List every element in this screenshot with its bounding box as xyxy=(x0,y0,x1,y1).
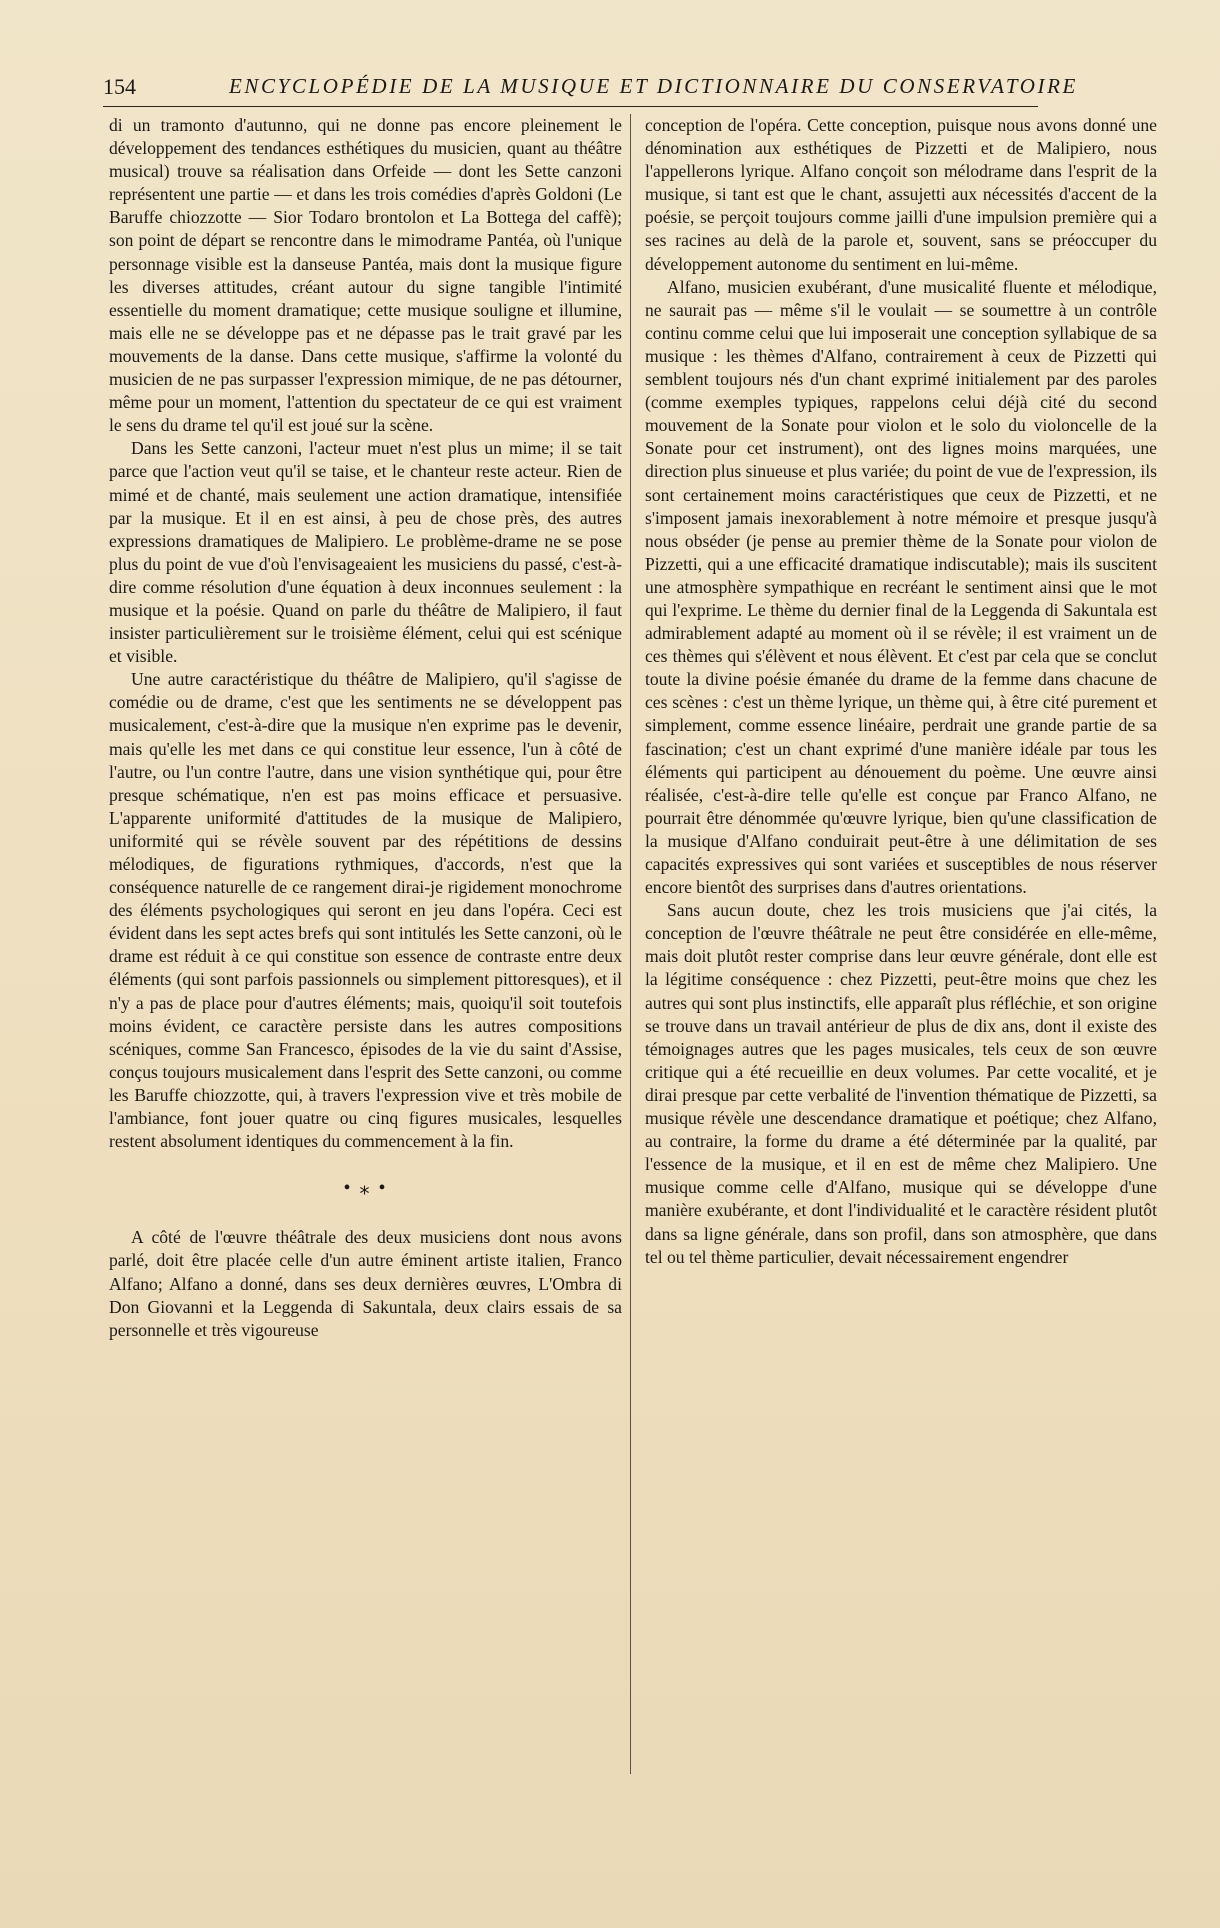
page-number: 154 xyxy=(103,74,136,99)
running-head: ENCYCLOPÉDIE DE LA MUSIQUE ET DICTIONNAIRE DU CONSERVATOIRE xyxy=(229,74,1078,98)
left-paragraph-3: Une autre caractéristique du théâtre de Malipiero, qu'il s'agisse de comédie ou de drame, c'est que les sentiments ne se développent pas musicalement, c'est-à-dire que la musique n'en exprime pas le devenir, mais qu'elle les met dans ce qui constitue leur essence, l'un à côté de l'autre, ou l'un contre l'autre, dans une vision synthétique qui, pour être presque schématique, n'en est pas moins efficace et persuasive. L'apparente uniformité d'attitudes de la musique de Malipiero, uniformité qui se révèle souvent par des répétitions de dessins mélodiques, de figurations rythmiques, d'accords, n'est que la conséquence naturelle de ce rangement dirai-je rigidement monochrome des éléments psychologiques qui seront en jeu dans l'opéra. Ceci est évident dans les sept actes brefs qui sont intitulés les Sette canzoni, où le drame est réduit à ce qui constitue son essence de contraste entre deux éléments (qui sont parfois passionnels ou simplement pittoresques), et il n'y a pas de place pour d'autres éléments; mais, quoiqu'il soit toutefois moins évident, ce caractère persiste dans les autres compositions scéniques, comme San Francesco, épisodes de la vie du saint d'Assise, conçus toujours musicalement dans l'esprit des Sette canzoni, ou comme les Baruffe chiozzotte, qui, à travers l'expression vive et très mobile de l'ambiance, font jouer quatre ou cinq figures musicales, lesquelles restent absolument identiques du commencement à la fin. xyxy=(109,669,622,1152)
page-header xyxy=(103,72,1078,107)
right-column xyxy=(645,114,1157,1269)
left-paragraph-4: A côté de l'œuvre théâtrale des deux musiciens dont nous avons parlé, doit être placée celle d'un autre éminent artiste italien, Franco Alfano; Alfano a donné, dans ses deux dernières œuvres, L'Ombra di Don Giovanni et la Leggenda di Sakuntala, deux clairs essais de sa personnelle et très vigoureuse xyxy=(109,1227,622,1340)
section-ornament: • ⁎ • xyxy=(343,1177,388,1200)
left-column xyxy=(109,114,622,1342)
column-divider xyxy=(630,114,631,1774)
left-paragraph-1: di un tramonto d'autunno, qui ne donne pas encore pleinement le développement des tendances esthétiques du musicien, quant au théâtre musical) trouve sa réalisation dans Orfeide — dont les Sette canzoni représentent une partie — et dans les trois comédies d'après Goldoni (Le Baruffe chiozzotte — Sior Todaro brontolon et La Bottega del caffè); son point de départ se rencontre dans le mimodrame Pantéa, où l'unique personnage visible est la danseuse Pantéa, mais dont la musique figure les diverses attitudes, créant autour du signe tangible l'intimité essentielle du moment dramatique; cette musique souligne et illumine, mais elle ne se développe pas et ne dépasse pas le trait gravé par les mouvements de la danse. Dans cette musique, s'affirme la volonté du musicien de ne pas surpasser l'expression mimique, de ne pas détourner, même pour un moment, l'attention du spectateur de ce qui est vraiment le sens du drame tel qu'il est joué sur la scène. xyxy=(109,115,622,436)
right-paragraph-2: Alfano, musicien exubérant, d'une musicalité fluente et mélodique, ne saurait pas — même s'il le voulait — se soumettre à un contrôle continu comme celui que lui imposerait une conception syllabique de sa musique : les thèmes d'Alfano, contrairement à ceux de Pizzetti qui semblent toujours nés d'un chant exprimé initialement par des paroles (comme exemples typiques, rappelons celui déjà cité du second mouvement de la Sonate pour violon et le solo du violoncelle de la Sonate pour cet instrument), ont des lignes moins marquées, une direction plus sinueuse et plus variée; du point de vue de l'expression, ils sont certainement moins caractéristiques que ceux de Pizzetti, et ne s'imposent jamais inexorablement à notre mémoire et presque jusqu'à nous obséder (je pense au premier thème de la Sonate pour violon de Pizzetti, qui a une efficacité dramatique indiscutable); mais ils suscitent une atmosphère sympathique en recréant le sentiment ainsi que le mot qui l'exprime. Le thème du dernier final de la Leggenda di Sakuntala est admirablement adapté au moment où il se révèle; il est vraiment un de ces thèmes qui s'élèvent et nous élèvent. Et c'est par cela que se conclut toute la divine poésie émanée du drame de la femme dans chacune de ces scènes : c'est un thème lyrique, un thème qui, à être cité purement et simplement, comme essence linéaire, perdrait une grande partie de sa fascination; c'est un chant exprimé d'une manière idéale par tous les éléments qui participent au dénouement du poème. Une œuvre ainsi réalisée, c'est-à-dire telle qu'elle est conçue par Franco Alfano, ne pourrait être dénommée qu'œuvre lyrique, bien qu'une classification de la musique d'Alfano conduirait peut-être à une délimitation de ses capacités expressives qui sont variées et susceptibles de nous réserver encore bientôt des surprises dans d'autres orientations. xyxy=(645,276,1157,898)
right-paragraph-1: conception de l'opéra. Cette conception, puisque nous avons donné une dénomination aux esthétiques de Pizzetti et de Malipiero, nous l'appellerons lyrique. Alfano conçoit son mélodrame dans l'esprit de la musique, si tant est que le chant, assujetti aux nécessités d'accent de la poésie, se perçoit toujours comme jailli d'une impulsion première qui a ses racines au delà de la parole et, souvent, sans se préoccuper du développement autonome du sentiment en lui-même. xyxy=(645,115,1157,274)
left-paragraph-2: Dans les Sette canzoni, l'acteur muet n'est plus un mime; il se tait parce que l'action veut qu'il se taise, et le chanteur reste acteur. Rien de mimé et de chanté, mais seulement une action dramatique, intensifiée par la musique. Et il en est ainsi, à peu de chose près, des autres expressions dramatiques de Malipiero. Le problème-drame ne se pose plus du point de vue d'où l'envisageaient les musiciens du passé, c'est-à-dire comme résolution d'une équation à deux inconnues seulement : la musique et la poésie. Quand on parle du théâtre de Malipiero, il faut insister particulièrement sur le troisième élément, celui qui est scénique et visible. xyxy=(109,438,622,667)
right-paragraph-3: Sans aucun doute, chez les trois musiciens que j'ai cités, la conception de l'œuvre théâtrale ne peut être considérée en elle-même, mais doit plutôt rester comprise dans leur œuvre générale, dont elle est la légitime conséquence : chez Pizzetti, peut-être moins que chez les autres qui sont plus instinctifs, elle apparaît plus réfléchie, et son origine se trouve dans un travail antérieur de plus de dix ans, dont il existe des témoignages autres que les pages musicales, tels ceux de son œuvre critique qui a été recueillie en deux volumes. Par cette vocalité, et je dirai presque par cette verbalité de l'invention thématique de Pizzetti, sa musique révèle une descendance dramatique et poétique; chez Alfano, au contraire, la forme du drame a été déterminée par la qualité, par l'essence de la musique, et il en est de même chez Malipiero. Une musique comme celle d'Alfano, musique qui se développe d'une manière exubérante, et dont l'individualité et le caractère résident plutôt dans sa ligne générale, dans son profil, dans son atmosphère, que dans tel ou tel thème particulier, devait nécessairement engendrer xyxy=(645,900,1157,1267)
